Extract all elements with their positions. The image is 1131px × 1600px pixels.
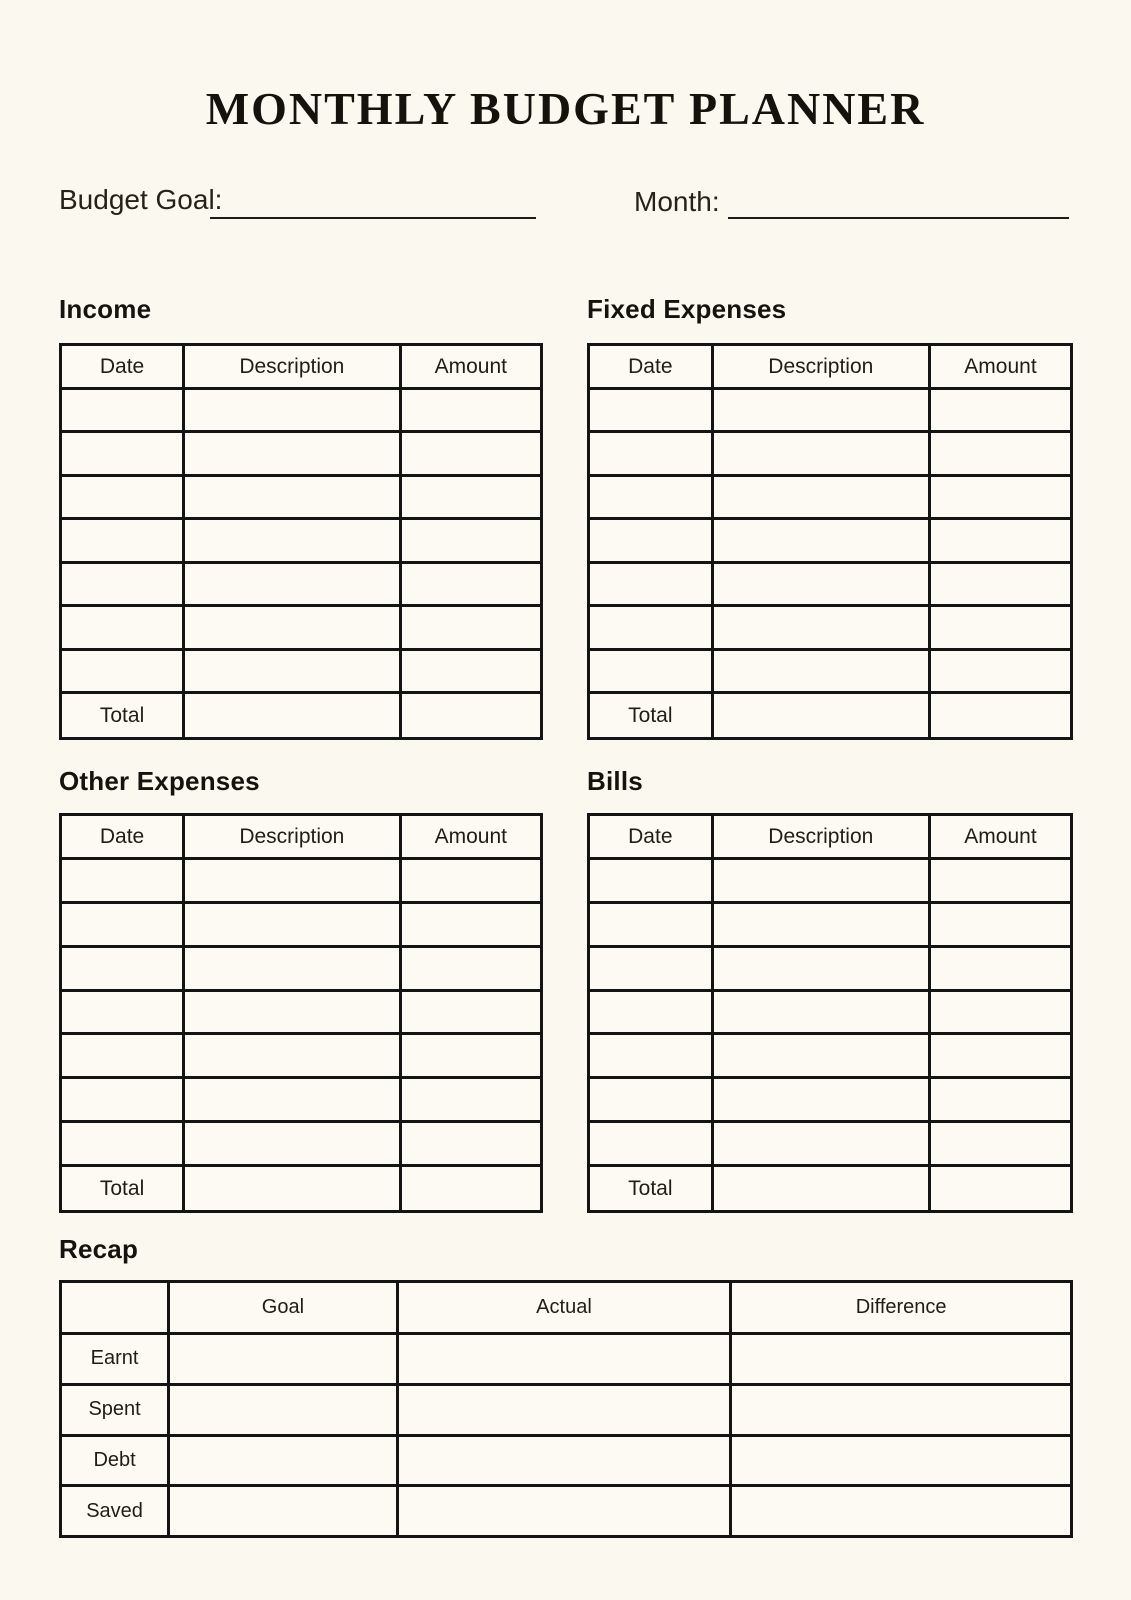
entry-cell xyxy=(61,859,184,903)
recap-value-cell xyxy=(397,1435,731,1486)
entry-cell xyxy=(589,990,713,1034)
entry-cell xyxy=(184,389,400,432)
bills-table xyxy=(587,813,1073,1213)
table-row xyxy=(589,562,1072,605)
entry-cell xyxy=(184,562,400,605)
entry-cell xyxy=(61,562,184,605)
recap-table xyxy=(59,1280,1073,1538)
amount-column-header: Amount xyxy=(400,815,541,859)
entry-cell xyxy=(929,649,1071,692)
total-value-cell xyxy=(400,693,541,739)
entry-cell xyxy=(589,902,713,946)
table-row xyxy=(61,1435,1072,1486)
month-fill-line xyxy=(728,189,1069,219)
description-column-header: Description xyxy=(184,815,400,859)
amount-column-header: Amount xyxy=(400,345,541,389)
table-row xyxy=(589,902,1072,946)
total-label: Total xyxy=(61,1166,184,1212)
total-label: Total xyxy=(61,693,184,739)
budget-goal-fill-line xyxy=(210,189,536,219)
total-row xyxy=(61,693,542,739)
total-value-cell xyxy=(184,1166,400,1212)
entry-cell xyxy=(184,1034,400,1078)
total-row xyxy=(589,1166,1072,1212)
entry-cell xyxy=(61,606,184,649)
entry-cell xyxy=(589,1034,713,1078)
entry-cell xyxy=(400,475,541,518)
recap-heading: Recap xyxy=(59,1234,139,1264)
entry-cell xyxy=(712,902,929,946)
income-table xyxy=(59,343,543,740)
table-row xyxy=(589,859,1072,903)
entry-cell xyxy=(400,519,541,562)
entry-cell xyxy=(400,432,541,475)
date-column-header: Date xyxy=(61,815,184,859)
table-row xyxy=(589,649,1072,692)
entry-cell xyxy=(61,902,184,946)
entry-cell xyxy=(929,1122,1071,1166)
difference-column-header: Difference xyxy=(731,1282,1072,1334)
table-row xyxy=(61,1334,1072,1385)
entry-cell xyxy=(184,1078,400,1122)
description-column-header: Description xyxy=(712,815,929,859)
entry-cell xyxy=(589,649,713,692)
table-row xyxy=(61,859,542,903)
entry-cell xyxy=(400,389,541,432)
table-row xyxy=(61,990,542,1034)
entry-cell xyxy=(712,475,929,518)
entry-cell xyxy=(589,859,713,903)
entry-cell xyxy=(61,946,184,990)
table-row xyxy=(61,475,542,518)
entry-cell xyxy=(589,1122,713,1166)
entry-cell xyxy=(61,432,184,475)
table-row xyxy=(589,519,1072,562)
total-value-cell xyxy=(184,693,400,739)
recap-value-cell xyxy=(397,1384,731,1435)
entry-cell xyxy=(929,946,1071,990)
entry-cell xyxy=(929,432,1071,475)
table-row xyxy=(61,389,542,432)
entry-cell xyxy=(184,649,400,692)
amount-column-header: Amount xyxy=(929,815,1071,859)
date-column-header: Date xyxy=(589,345,713,389)
table-row xyxy=(61,1078,542,1122)
entry-cell xyxy=(929,519,1071,562)
entry-cell xyxy=(712,859,929,903)
entry-cell xyxy=(184,946,400,990)
total-row xyxy=(61,1166,542,1212)
entry-cell xyxy=(400,902,541,946)
entry-cell xyxy=(400,859,541,903)
table-row xyxy=(589,432,1072,475)
actual-column-header: Actual xyxy=(397,1282,731,1334)
entry-cell xyxy=(712,606,929,649)
entry-cell xyxy=(712,1078,929,1122)
entry-cell xyxy=(929,606,1071,649)
entry-cell xyxy=(184,432,400,475)
total-value-cell xyxy=(929,693,1071,739)
entry-cell xyxy=(400,1034,541,1078)
entry-cell xyxy=(589,475,713,518)
entry-cell xyxy=(61,649,184,692)
entry-cell xyxy=(589,946,713,990)
table-row xyxy=(61,1034,542,1078)
month-label: Month: xyxy=(634,186,720,217)
entry-cell xyxy=(400,606,541,649)
income-heading: Income xyxy=(59,294,152,324)
recap-value-cell xyxy=(731,1334,1072,1385)
table-row xyxy=(61,902,542,946)
recap-value-cell xyxy=(169,1384,397,1435)
entry-cell xyxy=(589,519,713,562)
entry-cell xyxy=(929,990,1071,1034)
entry-cell xyxy=(712,990,929,1034)
entry-cell xyxy=(400,946,541,990)
entry-cell xyxy=(400,1078,541,1122)
entry-cell xyxy=(400,990,541,1034)
entry-cell xyxy=(184,902,400,946)
entry-cell xyxy=(589,606,713,649)
recap-row-label: Spent xyxy=(61,1384,169,1435)
recap-value-cell xyxy=(169,1435,397,1486)
table-row xyxy=(61,1384,1072,1435)
total-label: Total xyxy=(589,693,713,739)
recap-corner-cell xyxy=(61,1282,169,1334)
entry-cell xyxy=(929,859,1071,903)
entry-cell xyxy=(589,562,713,605)
goal-column-header: Goal xyxy=(169,1282,397,1334)
table-row xyxy=(589,946,1072,990)
recap-value-cell xyxy=(397,1486,731,1537)
recap-value-cell xyxy=(169,1486,397,1537)
total-value-cell xyxy=(712,693,929,739)
entry-cell xyxy=(184,606,400,649)
table-row xyxy=(61,562,542,605)
entry-cell xyxy=(712,649,929,692)
table-row xyxy=(589,389,1072,432)
recap-value-cell xyxy=(169,1334,397,1385)
table-row xyxy=(589,990,1072,1034)
entry-cell xyxy=(400,562,541,605)
recap-row-label: Saved xyxy=(61,1486,169,1537)
entry-cell xyxy=(712,1034,929,1078)
total-label: Total xyxy=(589,1166,713,1212)
entry-cell xyxy=(929,389,1071,432)
description-column-header: Description xyxy=(712,345,929,389)
entry-cell xyxy=(61,519,184,562)
table-row xyxy=(61,1486,1072,1537)
entry-cell xyxy=(712,562,929,605)
date-column-header: Date xyxy=(61,345,184,389)
entry-cell xyxy=(589,389,713,432)
description-column-header: Description xyxy=(184,345,400,389)
table-row xyxy=(61,519,542,562)
page-title: MONTHLY BUDGET PLANNER xyxy=(205,83,926,134)
recap-value-cell xyxy=(397,1334,731,1385)
table-row xyxy=(589,1034,1072,1078)
entry-cell xyxy=(61,389,184,432)
entry-cell xyxy=(589,1078,713,1122)
amount-column-header: Amount xyxy=(929,345,1071,389)
entry-cell xyxy=(712,946,929,990)
recap-row-label: Earnt xyxy=(61,1334,169,1385)
entry-cell xyxy=(61,1078,184,1122)
table-row xyxy=(589,606,1072,649)
entry-cell xyxy=(589,432,713,475)
bills-heading: Bills xyxy=(587,766,643,796)
entry-cell xyxy=(184,519,400,562)
entry-cell xyxy=(712,432,929,475)
entry-cell xyxy=(929,475,1071,518)
entry-cell xyxy=(712,519,929,562)
entry-cell xyxy=(929,902,1071,946)
table-row xyxy=(589,1122,1072,1166)
fixed-expenses-table xyxy=(587,343,1073,740)
entry-cell xyxy=(929,1034,1071,1078)
table-row xyxy=(589,475,1072,518)
table-row xyxy=(61,432,542,475)
other-expenses-heading: Other Expenses xyxy=(59,766,260,796)
entry-cell xyxy=(400,649,541,692)
entry-cell xyxy=(61,475,184,518)
total-value-cell xyxy=(929,1166,1071,1212)
entry-cell xyxy=(184,990,400,1034)
recap-value-cell xyxy=(731,1384,1072,1435)
entry-cell xyxy=(61,1034,184,1078)
entry-cell xyxy=(184,859,400,903)
recap-value-cell xyxy=(731,1486,1072,1537)
recap-value-cell xyxy=(731,1435,1072,1486)
total-value-cell xyxy=(400,1166,541,1212)
table-row xyxy=(61,606,542,649)
table-row xyxy=(61,1122,542,1166)
entry-cell xyxy=(61,990,184,1034)
entry-cell xyxy=(929,1078,1071,1122)
entry-cell xyxy=(712,389,929,432)
date-column-header: Date xyxy=(589,815,713,859)
other-expenses-table xyxy=(59,813,543,1213)
entry-cell xyxy=(400,1122,541,1166)
entry-cell xyxy=(61,1122,184,1166)
table-row xyxy=(589,1078,1072,1122)
recap-row-label: Debt xyxy=(61,1435,169,1486)
budget-goal-label: Budget Goal: xyxy=(59,184,223,215)
entry-cell xyxy=(929,562,1071,605)
fixed-expenses-heading: Fixed Expenses xyxy=(587,294,787,324)
total-value-cell xyxy=(712,1166,929,1212)
total-row xyxy=(589,693,1072,739)
table-row xyxy=(61,946,542,990)
entry-cell xyxy=(184,475,400,518)
table-row xyxy=(61,649,542,692)
entry-cell xyxy=(712,1122,929,1166)
entry-cell xyxy=(184,1122,400,1166)
